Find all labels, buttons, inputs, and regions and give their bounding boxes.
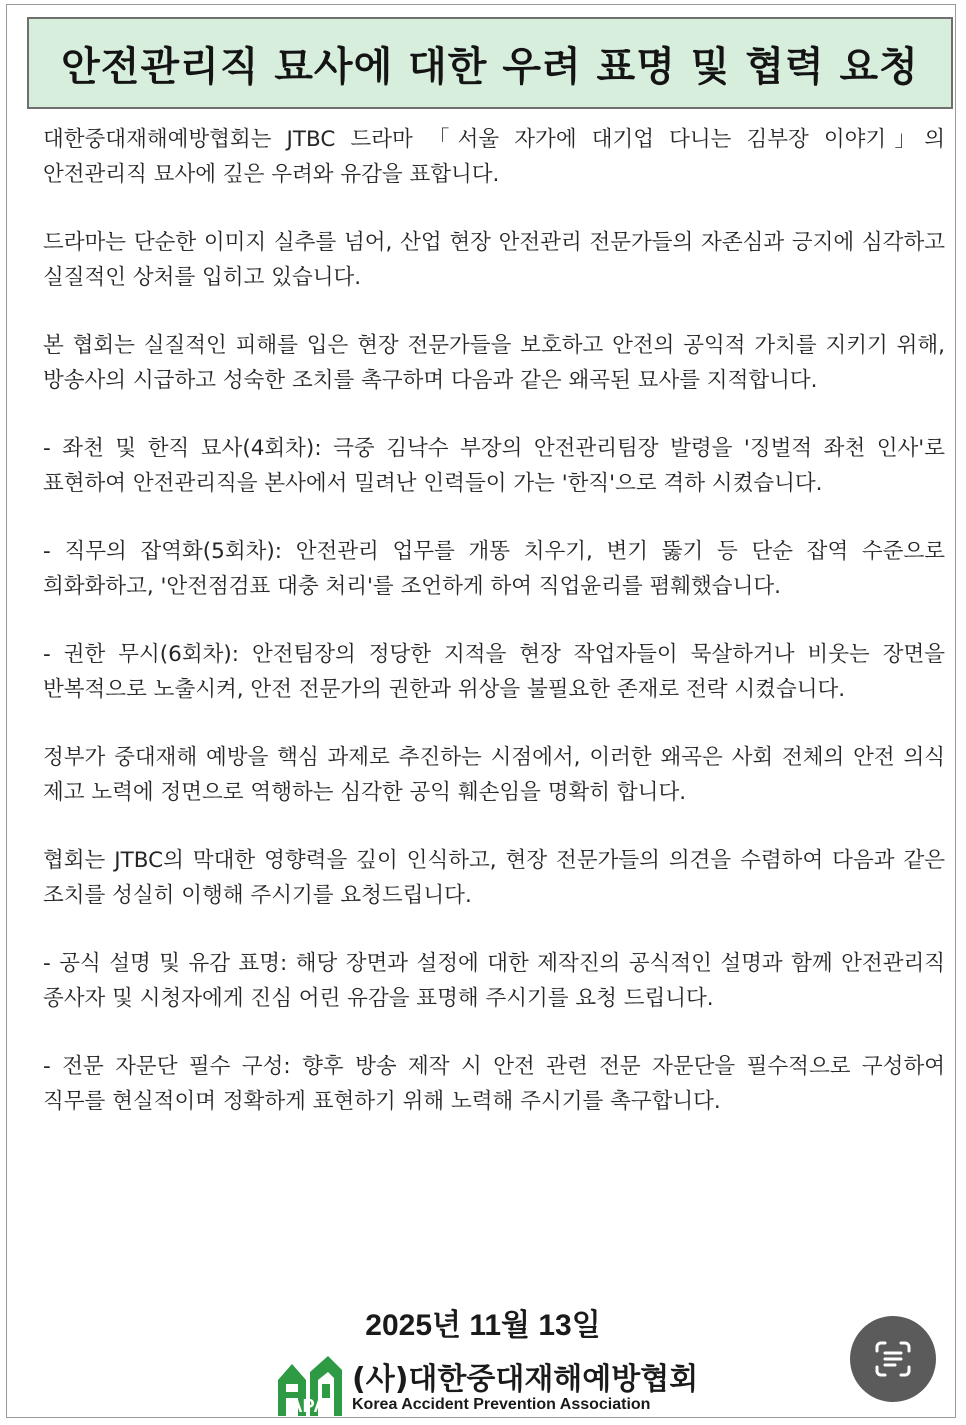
text-scan-icon — [871, 1337, 915, 1381]
item-authority: - 권한 무시(6회차): 안전팀장의 정당한 지적을 현장 작업자들이 묵살하거나 비웃는 장면을 반복적으로 노출시켜, 안전 전문가의 권한과 위상을 불필요한 존재로 전락 시켰습니다. — [43, 642, 945, 702]
document-sheet — [6, 4, 956, 1418]
title-banner — [27, 17, 953, 109]
document-title: 안전관리직 묘사에 대한 우려 표명 및 협력 요청 — [61, 43, 919, 90]
paragraph-impact: 드라마는 단순한 이미지 실추를 넘어, 산업 현장 안전관리 전문가들의 자존심과 긍지에 심각하고 실질적인 상처를 입히고 있습니다. — [43, 230, 945, 290]
organization-signature — [272, 1350, 712, 1420]
paragraph-intro: 대한중대재해예방협회는 JTBC 드라마 「서울 자가에 대기업 다니는 김부장 이야기」의 안전관리직 묘사에 깊은 우려와 유감을 표합니다. — [43, 127, 945, 187]
paragraph-measures: 협회는 JTBC의 막대한 영향력을 깊이 인식하고, 현장 전문가들의 의견을 수렴하여 다음과 같은 조치를 성실히 이행해 주시기를 요청드립니다. — [43, 848, 945, 908]
logo-lettering: APA — [289, 1396, 327, 1416]
document-body — [43, 123, 945, 1153]
item-menial-work: - 직무의 잡역화(5회차): 안전관리 업무를 개똥 치우기, 변기 뚫기 등 단순 잡역 수준으로 희화화하고, '안전점검표 대충 처리'를 조언하게 하여 직업윤리를 폄훼했습니다. — [43, 539, 945, 599]
item-demotion: - 좌천 및 한직 묘사(4회차): 극중 김낙수 부장의 안전관리팀장 발령을 '징벌적 좌천 인사'로 표현하여 안전관리직을 본사에서 밀려난 인력들이 가는 '한직'으로 격하 시켰습니다. — [43, 436, 945, 496]
organization-logo — [272, 1350, 344, 1420]
text-scan-button[interactable] — [850, 1316, 936, 1402]
organization-name-english: Korea Accident Prevention Association — [352, 1396, 651, 1413]
item-advisory-board: - 전문 자문단 필수 구성: 향후 방송 제작 시 안전 관련 전문 자문단을 필수적으로 구성하여 직무를 현실적이며 정확하게 표현하기 위해 노력해 주시기를 촉구합니다. — [43, 1054, 945, 1114]
paragraph-request: 본 협회는 실질적인 피해를 입은 현장 전문가들을 보호하고 안전의 공익적 가치를 지키기 위해, 방송사의 시급하고 성숙한 조치를 촉구하며 다음과 같은 왜곡된 묘사를 지적합니다. — [43, 333, 945, 393]
item-official-statement: - 공식 설명 및 유감 표명: 해당 장면과 설정에 대한 제작진의 공식적인 설명과 함께 안전관리직 종사자 및 시청자에게 진심 어린 유감을 표명해 주시기를 요청 드립니다. — [43, 951, 945, 1011]
paragraph-public-interest: 정부가 중대재해 예방을 핵심 과제로 추진하는 시점에서, 이러한 왜곡은 사회 전체의 안전 의식 제고 노력에 정면으로 역행하는 심각한 공익 훼손임을 명확히 합니다. — [43, 745, 945, 805]
organization-name-korean: (사)대한중대재해예방협회 — [352, 1362, 699, 1397]
document-date: 2025년 11월 13일 — [365, 1309, 601, 1342]
